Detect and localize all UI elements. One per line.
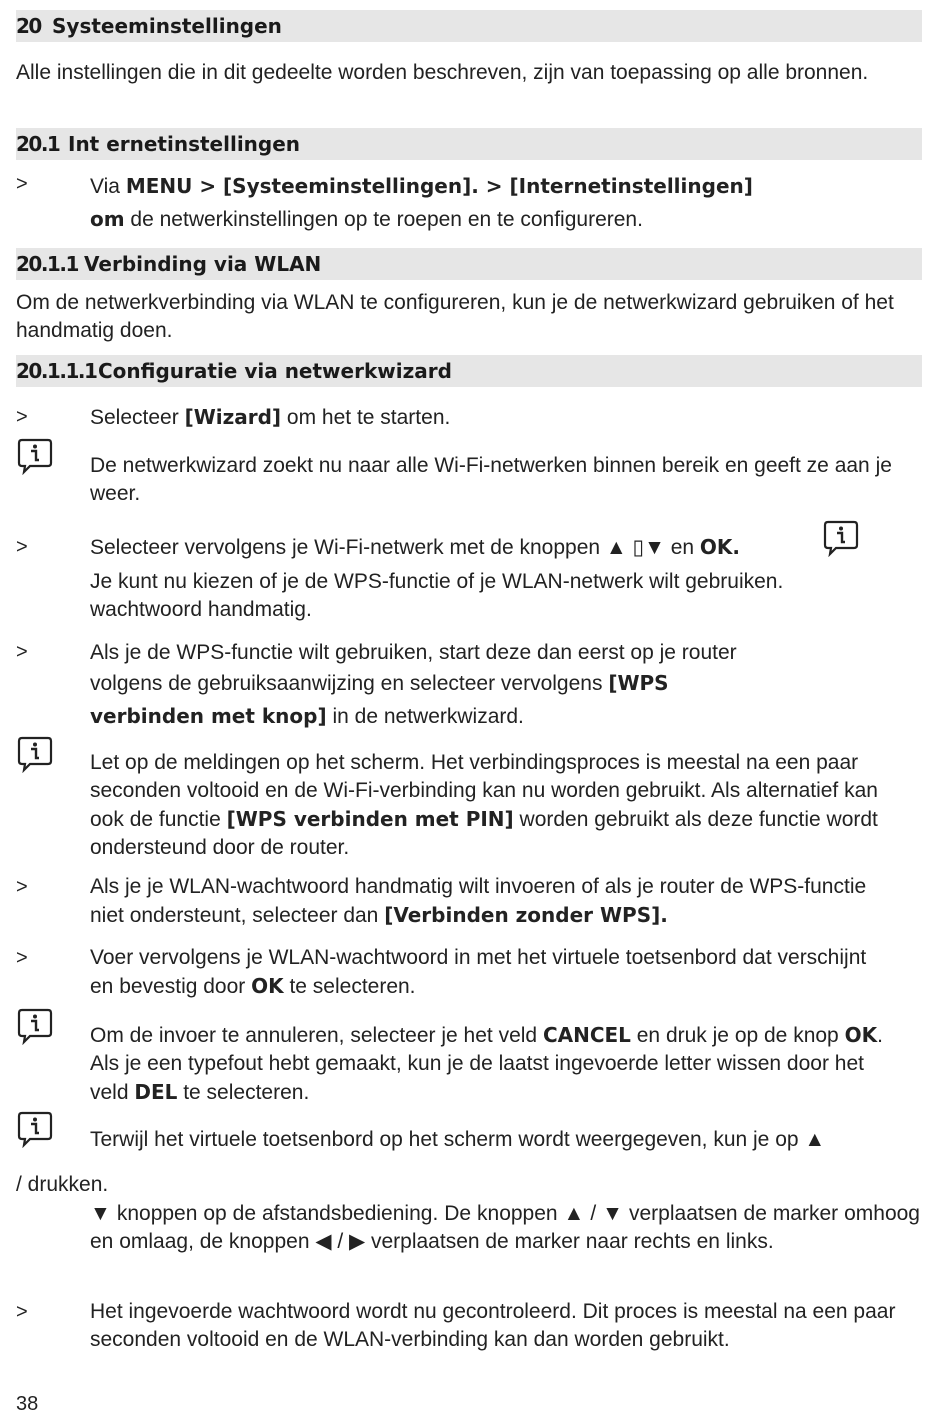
info-text: . Als je een typefout hebt gemaakt, kun je de laatst ingevoerde letter wissen door het veld — [90, 1024, 883, 1104]
wizard-option: [Wizard] — [184, 405, 282, 429]
step-wps-button — [90, 638, 930, 733]
step-text: Voer vervolgens je WLAN-wachtwoord in met het virtuele toetsenbord dat verschijnt en bevestig door — [90, 946, 867, 998]
step-bullet: > — [16, 876, 28, 898]
info-text: Om de invoer te annuleren, selecteer je het veld — [90, 1024, 543, 1047]
menu-path: MENU > [Systeeminstellingen]. > [Internetinstellingen] — [125, 174, 753, 198]
del-key: DEL — [134, 1080, 178, 1104]
step-bullet: > — [16, 947, 28, 969]
info-note: wachtwoord handmatig. — [90, 598, 312, 621]
step-text: Selecteer vervolgens je Wi-Fi-netwerk met de knoppen ▲ ▯▼ en — [90, 536, 700, 559]
info-icon — [16, 735, 54, 773]
info-icon — [822, 519, 860, 557]
section-number: 20 — [16, 14, 41, 38]
step-bullet: > — [16, 173, 28, 195]
wps-option: [WPS — [608, 671, 669, 695]
step-select-wizard — [90, 403, 930, 432]
step-text: te selecteren. — [283, 975, 416, 998]
info-icon — [16, 1110, 54, 1148]
ok-key: OK — [251, 974, 284, 998]
section-number: 20.1.1.1 — [16, 359, 97, 383]
info-text: worden gebruikt als deze functie wordt ondersteund door de router. — [90, 808, 878, 859]
page-number: 38 — [16, 1393, 39, 1415]
step-select-network — [90, 533, 930, 562]
step-text-bold: om — [90, 207, 125, 231]
info-note — [90, 749, 905, 862]
step-open-network-settings — [90, 170, 930, 236]
info-note: Je kunt nu kiezen of je de WPS-functie of je WLAN-netwerk wilt gebruiken. — [90, 570, 784, 593]
section-number: 20.1 — [16, 132, 60, 156]
step-text: Selecteer — [90, 406, 185, 429]
ok-key: OK — [844, 1023, 878, 1047]
wps-pin-option: [WPS verbinden met PIN] — [226, 807, 514, 831]
section-heading-20-1 — [16, 128, 922, 160]
no-wps-option: [Verbinden zonder WPS]. — [384, 903, 668, 927]
info-text: en druk je op de knop — [630, 1024, 845, 1047]
step-text: de netwerkinstellingen op te roepen en te configureren. — [124, 208, 643, 231]
section-heading-20 — [16, 10, 922, 42]
info-text: te selecteren. — [177, 1081, 310, 1104]
step-text: Als je je WLAN-wachtwoord handmatig wilt invoeren of als je router de WPS-functie niet ondersteunt, selecteer dan — [90, 875, 867, 927]
info-note-continuation: / drukken. — [16, 1173, 109, 1196]
step-enter-password — [90, 944, 880, 1001]
info-note — [90, 1021, 905, 1107]
info-note: De netwerkwizard zoekt nu naar alle Wi-Fi-netwerken binnen bereik en geeft ze aan je weer. — [90, 454, 892, 505]
step-without-wps — [90, 873, 890, 930]
wps-option: verbinden met knop] — [90, 704, 327, 728]
section-heading-20-1-1-1 — [16, 355, 922, 387]
step-text: volgens de gebruiksaanwijzing en selecteer vervolgens — [90, 672, 609, 695]
step-text: in de netwerkwizard. — [326, 705, 524, 728]
info-text: Let op de meldingen op het scherm. Het verbindingsproces is meestal na een paar seconden voltooid en de Wi-Fi-verbinding kan nu worden gebruikt. Als alternatief kan ook de functie — [90, 751, 878, 831]
step-text: Als je de WPS-functie wilt gebruiken, start deze dan eerst op je router — [90, 641, 737, 664]
section-title: Int ernetinstellingen — [68, 132, 301, 156]
section-title: Systeeminstellingen — [52, 14, 282, 38]
section-number: 20.1.1 — [16, 252, 78, 276]
section-title: Configuratie via netwerkwizard — [98, 359, 452, 383]
section-title: Verbinding via WLAN — [84, 252, 322, 276]
info-icon — [16, 1007, 54, 1045]
step-bullet: > — [16, 406, 28, 428]
cancel-key: CANCEL — [542, 1023, 631, 1047]
section-intro: Om de netwerkverbinding via WLAN te configureren, kun je de netwerkwizard gebruiken of het handmatig doen. — [16, 291, 894, 342]
info-note: Terwijl het virtuele toetsenbord op het scherm wordt weergegeven, kun je op ▲ — [90, 1128, 826, 1151]
step-bullet: > — [16, 1301, 28, 1323]
step-bullet: > — [16, 641, 28, 663]
info-icon — [16, 437, 54, 475]
info-note: ▼ knoppen op de afstandsbediening. De knoppen ▲ / ▼ verplaatsen de marker omhoog en omlaag, de knoppen ◀ / ▶ verplaatsen de marker naar rechts en links. — [90, 1202, 920, 1253]
section-intro: Alle instellingen die in dit gedeelte worden beschreven, zijn van toepassing op alle bronnen. — [16, 61, 869, 84]
section-heading-20-1-1 — [16, 248, 922, 280]
ok-key: OK. — [699, 535, 740, 559]
step-text: Via — [90, 175, 126, 198]
step-password-check: Het ingevoerde wachtwoord wordt nu gecontroleerd. Dit proces is meestal na een paar seconden voltooid en de WLAN-verbinding kan dan worden gebruikt. — [90, 1300, 896, 1351]
step-text: om het te starten. — [281, 406, 451, 429]
step-bullet: > — [16, 536, 28, 558]
